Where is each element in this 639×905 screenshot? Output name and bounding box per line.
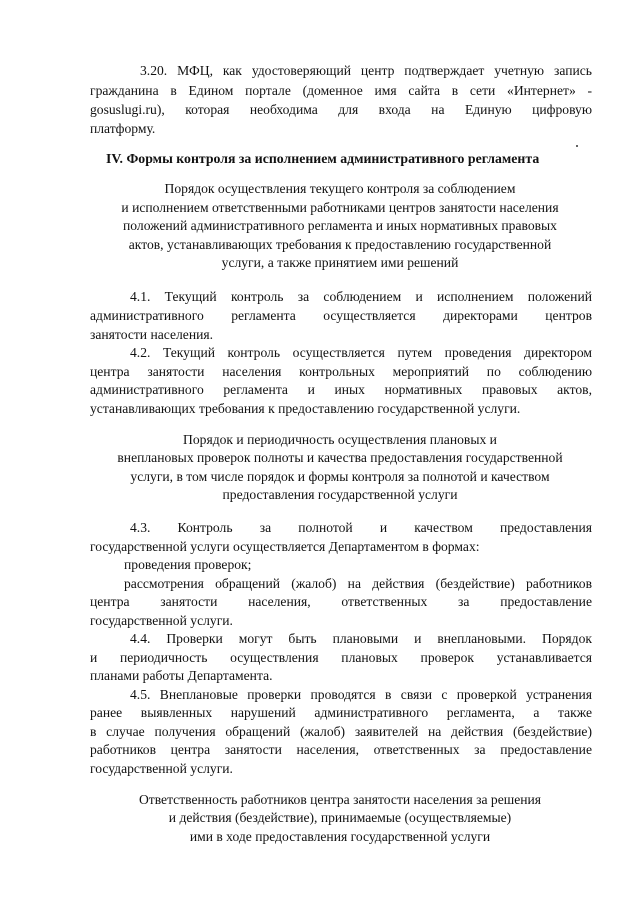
subheading-1-line-3: положений административного регламента и иных нормативных правовых xyxy=(123,218,557,233)
paragraph-4-3-line-6: государственной услуги. xyxy=(90,613,233,628)
subheading-1-line-2: и исполнением ответственными работниками центров занятости населения xyxy=(121,200,559,215)
scan-speck xyxy=(576,145,578,147)
paragraph-4-5-line-1: 4.5. Внеплановые проверки проводятся в связи с проверкой устранения xyxy=(130,687,592,702)
paragraph-4-3-line-2: государственной услуги осуществляется Департаментом в формах: xyxy=(90,539,480,554)
paragraph-4-2-line-1: 4.2. Текущий контроль осуществляется путем проведения директором xyxy=(130,345,592,360)
paragraph-4-5-line-2: ранее выявленных нарушений административного регламента, а также xyxy=(90,705,592,720)
subheading-2-line-3: услуги, в том числе порядок и формы контроля за полнотой и качеством xyxy=(130,469,550,484)
subheading-2-line-1: Порядок и периодичность осуществления плановых и xyxy=(183,432,497,447)
paragraph-3-20-line-3: gosuslugi.ru), которая необходима для входа на Единую цифровую xyxy=(90,102,592,117)
paragraph-4-3-line-3: проведения проверок; xyxy=(124,557,252,572)
subheading-2-line-4: предоставления государственной услуги xyxy=(222,487,458,502)
paragraph-4-4-line-3: планами работы Департамента. xyxy=(90,668,273,683)
paragraph-3-20-line-4: платформу. xyxy=(90,121,156,136)
paragraph-4-4-line-2: и периодичность осуществления плановых проверок устанавливается xyxy=(90,650,592,665)
paragraph-4-3-line-1: 4.3. Контроль за полнотой и качеством предоставления xyxy=(130,520,592,535)
subheading-1-line-5: услуги, а также принятием ими решений xyxy=(221,255,459,270)
subheading-1-line-4: актов, устанавливающих требования к предоставлению государственной xyxy=(128,237,552,252)
paragraph-4-2-line-2: центра занятости населения контрольных мероприятий по соблюдению xyxy=(90,364,592,379)
paragraph-4-3-line-5: центра занятости населения, ответственных за предоставление xyxy=(90,594,592,609)
paragraph-4-5-line-4: работников центра занятости населения, ответственных за предоставление xyxy=(90,742,592,757)
paragraph-4-1-line-1: 4.1. Текущий контроль за соблюдением и исполнением положений xyxy=(130,289,592,304)
subheading-3-line-2: и действия (бездействие), принимаемые (осуществляемые) xyxy=(168,810,512,825)
subheading-3-line-3: ими в ходе предоставления государственной услуги xyxy=(189,829,491,844)
paragraph-4-5-line-3: в случае получения обращений (жалоб) заявителей на действия (бездействие) xyxy=(90,724,592,739)
paragraph-4-1-line-2: административного регламента осуществляется директорами центров xyxy=(90,308,592,323)
paragraph-4-5-line-5: государственной услуги. xyxy=(90,761,233,776)
paragraph-3-20-line-1: 3.20. МФЦ, как удостоверяющий центр подтверждает учетную запись xyxy=(140,63,592,78)
subheading-2-line-2: внеплановых проверок полноты и качества предоставления государственной xyxy=(117,450,563,465)
subheading-1-line-1: Порядок осуществления текущего контроля за соблюдением xyxy=(164,181,516,196)
paragraph-3-20-line-2: гражданина в Едином портале (доменное имя сайта в сети «Интернет» - xyxy=(90,83,592,98)
paragraph-4-3-line-4: рассмотрения обращений (жалоб) на действия (бездействие) работников xyxy=(124,576,592,591)
paragraph-4-1-line-3: занятости населения. xyxy=(90,327,214,342)
paragraph-4-2-line-4: устанавливающих требования к предоставлению государственной услуги. xyxy=(90,401,521,416)
paragraph-4-4-line-1: 4.4. Проверки могут быть плановыми и внеплановыми. Порядок xyxy=(130,631,592,646)
paragraph-4-2-line-3: административного регламента и иных нормативных правовых актов, xyxy=(90,382,592,397)
section-heading: IV. Формы контроля за исполнением административного регламента xyxy=(106,151,540,166)
subheading-3-line-1: Ответственность работников центра занятости населения за решения xyxy=(138,792,542,807)
